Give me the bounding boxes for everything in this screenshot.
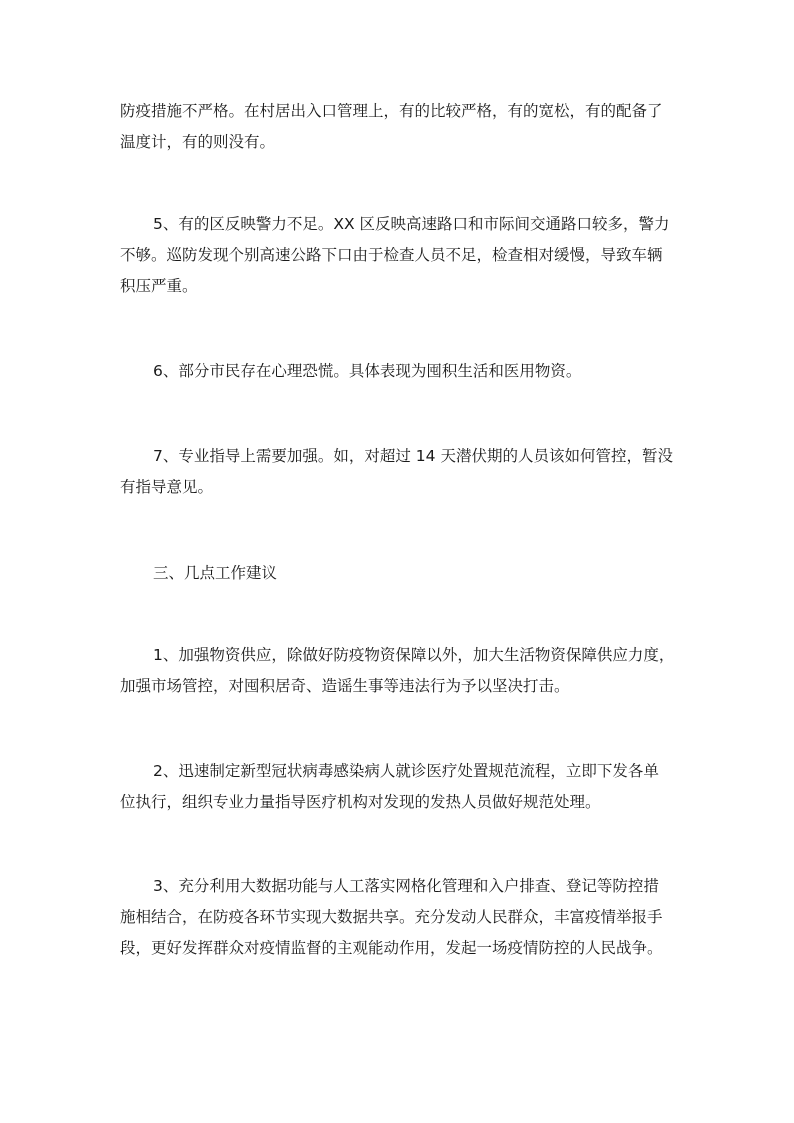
paragraph-line: 7、专业指导上需要加强。如，对超过 14 天潜伏期的人员该如何管控，暂没 [153, 447, 673, 465]
paragraph-item-5 [120, 209, 680, 302]
paragraph-line: 有指导意见。 [120, 478, 214, 496]
paragraph-line: 积压严重。 [120, 277, 198, 295]
paragraph-line: 2、迅速制定新型冠状病毒感染病人就诊医疗处置规范流程，立即下发各单 [153, 762, 659, 780]
paragraph-item-6 [120, 356, 680, 387]
paragraph-line: 3、充分利用大数据功能与人工落实网格化管理和入户排查、登记等防控措 [153, 877, 659, 895]
paragraph-line: 6、部分市民存在心理恐慌。具体表现为囤积生活和医用物资。 [153, 362, 582, 380]
paragraph-line: 5、有的区反映警力不足。XX 区反映高速路口和市际间交通路口较多，警力 [153, 215, 670, 233]
paragraph-line: 防疫措施不严格。在村居出入口管理上，有的比较严格，有的宽松，有的配备了 [120, 102, 663, 120]
paragraph-line: 加强市场管控，对囤积居奇、造谣生事等违法行为予以坚决打击。 [120, 677, 570, 695]
paragraph-suggestion-3 [120, 871, 680, 964]
paragraph-suggestion-2 [120, 756, 680, 818]
paragraph-line: 位执行，组织专业力量指导医疗机构对发现的发热人员做好规范处理。 [120, 793, 601, 811]
section-heading: 三、几点工作建议 [153, 564, 278, 582]
paragraph-line: 不够。巡防发现个别高速公路下口由于检查人员不足，检查相对缓慢，导致车辆 [120, 246, 663, 264]
paragraph-line: 段，更好发挥群众对疫情监督的主观能动作用，发起一场疫情防控的人民战争。 [120, 939, 663, 957]
section-heading-suggestions [120, 558, 680, 589]
paragraph-line: 施相结合，在防疫各环节实现大数据共享。充分发动人民群众，丰富疫情举报手 [120, 908, 663, 926]
paragraph-line: 温度计，有的则没有。 [120, 133, 276, 151]
paragraph-item-7 [120, 441, 680, 503]
paragraph-continued [120, 96, 680, 158]
paragraph-line: 1、加强物资供应，除做好防疫物资保障以外，加大生活物资保障供应力度， [153, 646, 675, 664]
paragraph-suggestion-1 [120, 640, 680, 702]
